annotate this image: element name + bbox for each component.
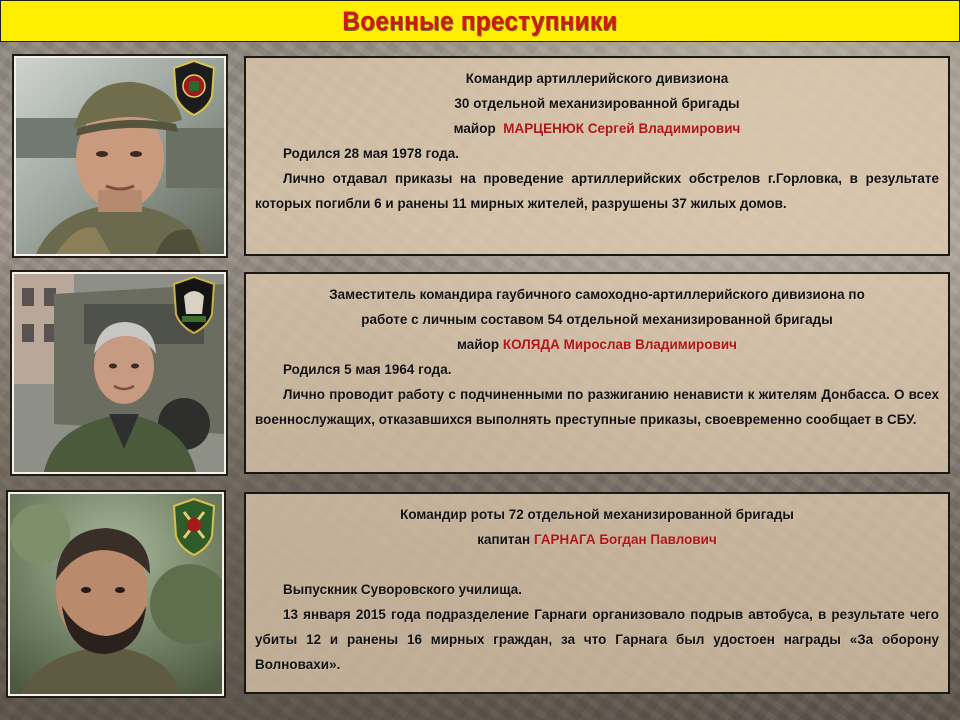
card-heading-line: Заместитель командира гаубичного самоходно-артиллерийского дивизиона по <box>329 287 865 302</box>
brigade-emblem-icon <box>172 498 216 556</box>
person-name: ГАРНАГА Богдан Павлович <box>533 532 717 547</box>
person-rank-name <box>255 332 939 357</box>
page-title: Военные преступники <box>342 6 618 36</box>
person-rank-name <box>255 527 939 552</box>
brigade-emblem-icon <box>172 276 216 334</box>
person-name: КОЛЯДА Мирослав Владимирович <box>502 337 737 352</box>
card-paragraph: Выпускник Суворовского училища. <box>283 582 523 597</box>
card-heading-line: 30 отдельной механизированной бригады <box>454 96 740 111</box>
card-paragraph: 13 января 2015 года подразделение Гарнаги организовало подрыв автобуса, в результате чего убиты 12 и ранены 16 мирных граждан, за что Гарнага был удостоен награды «За оборону Волновахи». <box>255 607 939 672</box>
person-rank: капитан <box>477 532 531 547</box>
person-rank: майор <box>453 121 496 136</box>
card-heading-line: работе с личным составом 54 отдельной механизированной бригады <box>361 312 833 327</box>
card-paragraph: Родился 5 мая 1964 года. <box>283 362 452 377</box>
card-spacer <box>255 552 939 577</box>
card-paragraph: Лично проводит работу с подчиненными по разжиганию ненависти к жителям Донбасса. О всех военнослужащих, отказавшихся выполнять преступные приказы, своевременно сообщает в СБУ. <box>255 387 939 427</box>
card-paragraph: Родился 28 мая 1978 года. <box>283 146 459 161</box>
card-heading-line: Командир артиллерийского дивизиона <box>465 71 729 86</box>
person-card-1 <box>244 56 950 256</box>
person-rank-name <box>255 116 939 141</box>
card-heading-line: Командир роты 72 отдельной механизированной бригады <box>400 507 794 522</box>
brigade-emblem-icon <box>172 60 216 116</box>
person-name: МАРЦЕНЮК Сергей Владимирович <box>503 121 741 136</box>
person-card-3 <box>244 492 950 694</box>
person-rank: майор <box>457 337 500 352</box>
title-bar <box>0 0 960 42</box>
person-card-2 <box>244 272 950 474</box>
card-paragraph: Лично отдавал приказы на проведение артиллерийских обстрелов г.Горловка, в результате которых погибли 6 и ранены 11 мирных жителей, разрушены 37 жилых домов. <box>255 171 939 211</box>
